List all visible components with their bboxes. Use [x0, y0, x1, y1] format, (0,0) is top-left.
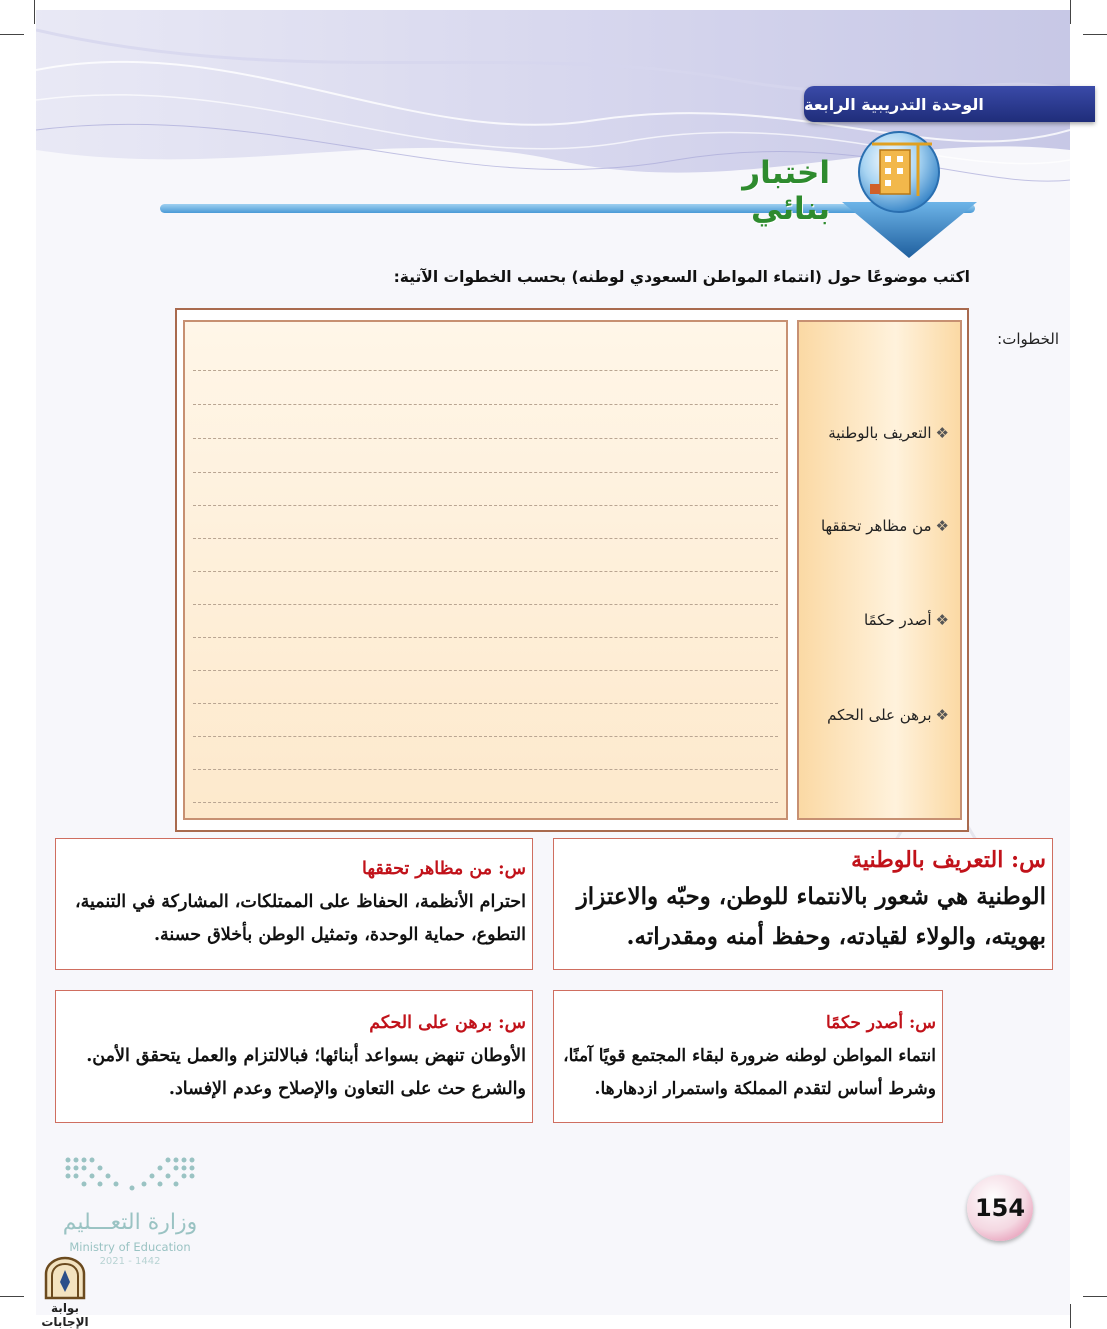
portal-logo-icon [42, 1256, 88, 1300]
diamond-bullet-icon: ❖ [935, 706, 949, 724]
step-item: ❖أصدر حكمًا [863, 611, 949, 629]
crop-mark [1083, 1296, 1107, 1297]
answer-text: الوطنية هي شعور بالانتماء للوطن، وحبّه والاعتزاز بهويته، والولاء لقيادته، وحفظ أمنه ومقدراته. [576, 883, 1046, 950]
writing-line [193, 802, 778, 803]
answer-card-manifestations [55, 838, 533, 970]
page-number: 154 [967, 1175, 1033, 1241]
crop-mark [1070, 0, 1071, 24]
question-label: س: التعريف بالوطنية [851, 847, 1046, 873]
writing-line [193, 571, 778, 572]
answer-card-judgment [553, 990, 943, 1123]
writing-line [193, 670, 778, 671]
answer-card-proof [55, 990, 533, 1123]
building-crane-icon [842, 130, 977, 260]
writing-line [193, 472, 778, 473]
writing-line [193, 736, 778, 737]
section-title: اختبار بنائي [742, 155, 830, 227]
ministry-name-arabic: وزارة التعـــليم [62, 1210, 198, 1235]
writing-line [193, 703, 778, 704]
diamond-bullet-icon: ❖ [935, 424, 949, 442]
crop-mark [1070, 1304, 1071, 1328]
writing-area[interactable] [183, 320, 788, 820]
answer-card-definition [553, 838, 1053, 970]
writing-line [193, 769, 778, 770]
step-item: ❖التعريف بالوطنية [828, 424, 949, 442]
step-item: ❖برهن على الحكم [827, 706, 949, 724]
writing-line [193, 637, 778, 638]
answer-text: انتماء المواطن لوطنه ضرورة لبقاء المجتمع قويًا آمنًا، وشرط أساس لتقدم المملكة واستمرار ازدهارها. [563, 1046, 936, 1099]
answer-text: احترام الأنظمة، الحفاظ على الممتلكات، المشاركة في التنمية، التطوع، حماية الوحدة، وتمثيل الوطن بأخلاق حسنة. [74, 892, 526, 945]
question-label: س: أصدر حكمًا [825, 1013, 936, 1033]
writing-line [193, 604, 778, 605]
steps-panel [797, 320, 962, 820]
writing-line [193, 505, 778, 506]
step-item: ❖من مظاهر تحققها [820, 517, 949, 535]
diamond-bullet-icon: ❖ [935, 517, 949, 535]
crop-mark [34, 0, 35, 24]
question-label: س: من مظاهر تحققها [361, 859, 526, 879]
writing-line [193, 404, 778, 405]
ministry-name-english: Ministry of Education [69, 1240, 191, 1254]
unit-badge: الوحدة التدريبية الرابعة [804, 86, 1095, 122]
crop-mark [0, 34, 24, 35]
crop-mark [1083, 34, 1107, 35]
writing-line [193, 438, 778, 439]
ministry-year: 2021 - 1442 [99, 1256, 161, 1267]
writing-line [193, 538, 778, 539]
instruction-text: اكتب موضوعًا حول (انتماء المواطن السعودي لوطنه) بحسب الخطوات الآتية: [393, 268, 970, 286]
steps-heading: الخطوات: [997, 330, 1059, 348]
question-label: س: برهن على الحكم [369, 1013, 526, 1033]
portal-label: بوابة الإجابات [41, 1301, 89, 1329]
writing-line [193, 370, 778, 371]
answer-text: الأوطان تنهض بسواعد أبنائها؛ فبالالتزام والعمل يتحقق الأمن. والشرع حث على التعاون والإصلاح وعدم الإفساد. [86, 1046, 526, 1099]
crop-mark [0, 1296, 24, 1297]
diamond-bullet-icon: ❖ [935, 611, 949, 629]
